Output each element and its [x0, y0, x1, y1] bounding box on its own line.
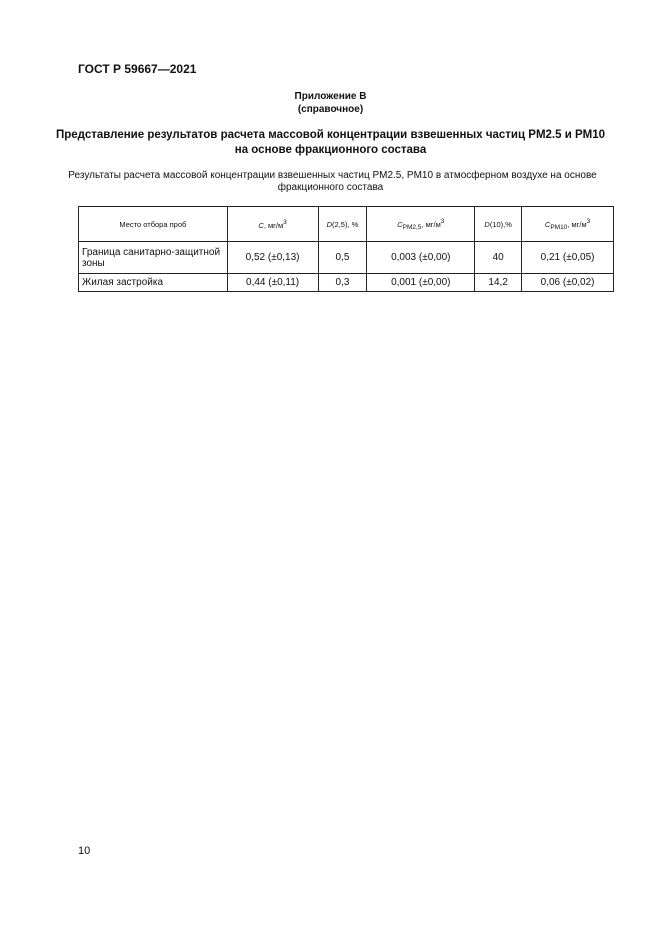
table-row [79, 274, 614, 292]
document-code: ГОСТ Р 59667—2021 [78, 62, 197, 76]
cell-c-pm10: 0,21 (±0,05) [522, 242, 614, 274]
section-heading-line-1: Представление результатов расчета массовой концентрации взвешенных частиц PM2.5 и PM10 [55, 129, 606, 141]
header-sampling-place: Место отбора проб [79, 207, 228, 242]
cell-place: Жилая застройка [79, 274, 228, 292]
header-d10: D(10),% [475, 207, 522, 242]
section-heading-line-2: на основе фракционного состава [234, 144, 427, 156]
cell-d10: 14,2 [475, 274, 522, 292]
cell-c: 0,52 (±0,13) [227, 242, 318, 274]
cell-c-pm10: 0,06 (±0,02) [522, 274, 614, 292]
cell-d25: 0,3 [318, 274, 367, 292]
cell-c: 0,44 (±0,11) [227, 274, 318, 292]
table-row [79, 242, 614, 274]
appendix-title: Приложение В [294, 91, 367, 102]
cell-d10: 40 [475, 242, 522, 274]
header-c-pm25: CPM2,5, мг/м3 [367, 207, 475, 242]
table-caption-line-2: фракционного состава [277, 182, 384, 193]
table-header-row [79, 207, 614, 242]
cell-c-pm25: 0,003 (±0,00) [367, 242, 475, 274]
results-table [78, 206, 614, 292]
appendix-status: (справочное) [297, 104, 364, 115]
header-concentration: C, мг/м3 [227, 207, 318, 242]
header-c-pm10: CPM10, мг/м3 [522, 207, 614, 242]
cell-place: Граница санитарно-защитной зоны [79, 242, 228, 274]
page-number: 10 [78, 845, 91, 857]
cell-c-pm25: 0,001 (±0,00) [367, 274, 475, 292]
header-d25: D(2,5), % [318, 207, 367, 242]
table-caption-line-1: Результаты расчета массовой концентрации взвешенных частиц PM2.5, PM10 в атмосферном воздухе на основе [68, 170, 597, 181]
cell-d25: 0,5 [318, 242, 367, 274]
